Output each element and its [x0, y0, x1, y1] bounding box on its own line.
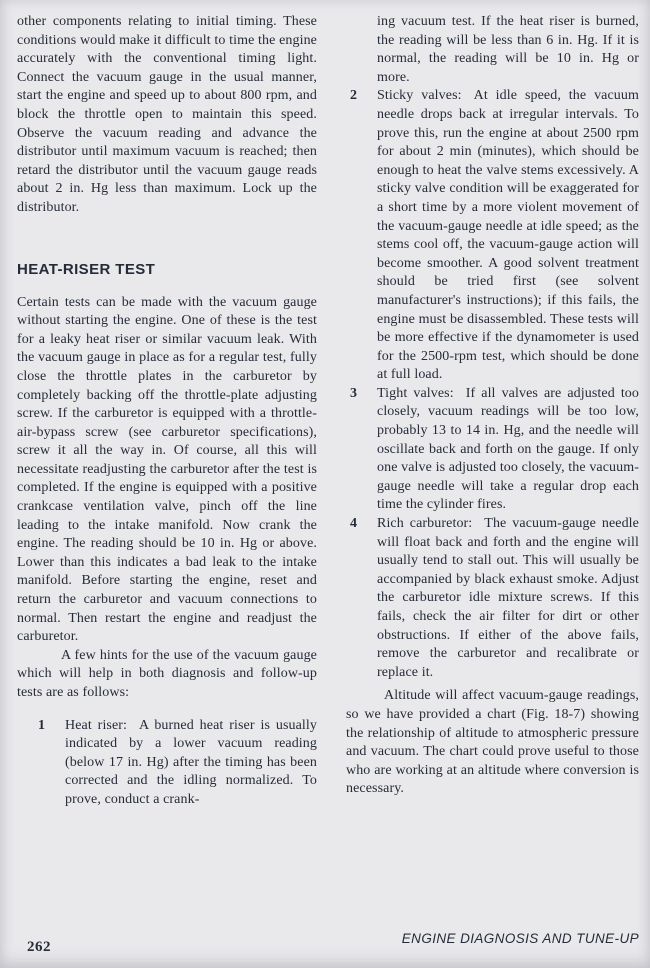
- item-body: [377, 87, 639, 385]
- para-altitude: Altitude will affect vacuum-gauge readings, so we have provided a chart (Fig. 18-7) showing the relationship of altitude to atmospheric pressure and vacuum. The chart could prove useful to those who are working at an altitude where conversion is necessary.: [346, 688, 639, 797]
- item-text: If all valves are adjusted too closely, vacuum readings will be too low, probably 13 to 14 in. Hg, and the needle will oscillate back and forth on the gauge. If only one valve is adjusted too closely, the vacuum-gauge needle will take a regular drop each time the cylinder fires.: [377, 385, 640, 513]
- list-item-4: [346, 515, 639, 682]
- item-text: At idle speed, the vacuum needle drops back at irregular intervals. To prove this, run the engine at about 2500 rpm for about 2 min (minutes), which should be enough to heat the valve stems excessively. A sticky valve condition will be exaggerated for a short time by a more violent movement of the vacuum-gauge needle at idle speed; as the stems cool off, the vacuum-gauge action will become smoother. A good solvent treatment should be tried first (see solvent manufacturer's instructions); if this fails, the engine must be disassembled. These tests will be more effective if the dynamometer is used for the 2500-rpm test, which should be done at full load.: [377, 88, 639, 383]
- footer-page-number: 262: [27, 939, 51, 955]
- para-heat-riser-test: Certain tests can be made with the vacuum gauge without starting the engine. One of these is the test for a leaky heat riser or similar vacuum leak. With the vacuum gauge in place as for a regular test, fully close the throttle plates in the carburetor by completely backing off the throttle-plate adjusting screw. If the carburetor is equipped with a throttle-air-bypass screw (see carburetor specifications), screw it all the way in. Of course, all this will necessitate readjusting the carburetor after the test is completed. If the engine is equipped with a positive crankcase ventilation valve, pinch off the line leading to the intake manifold. Now crank the engine. The reading should be 10 in. Hg or above. Lower than this indicates a bad leak to the intake manifold. Before starting the engine, reset and return the carburetor and vacuum connections to normal. Then restart the engine and readjust the carburetor.: [17, 294, 317, 645]
- item-body: [65, 717, 317, 810]
- item-text: The vacuum-gauge needle will float back and forth and the engine will usually tend to stall out. This will usually be accompanied by black exhaust smoke. Adjust the carburetor idle mixture screws. If this fails, check the air filter for dirt or other obstructions. If either of the above fails, remove the carburetor and recalibrate or replace it.: [377, 516, 639, 680]
- section-heading-heat-riser-test: HEAT-RISER TEST: [17, 260, 156, 278]
- item-number: 2: [350, 88, 358, 104]
- item-label: Rich carburetor:: [377, 516, 473, 532]
- para-vacuum-gauge-hints: A few hints for the use of the vacuum gauge which will help in both diagnosis and follow-up tests are as follows:: [17, 647, 317, 700]
- left-column: [17, 13, 317, 810]
- item-body: [377, 385, 639, 515]
- item-number: 4: [350, 516, 358, 532]
- item-label: Sticky valves:: [377, 88, 462, 104]
- item-number: 3: [350, 385, 358, 401]
- list-item-1: [17, 717, 317, 810]
- item-text: A burned heat riser is usually indicated by a lower vacuum reading (below 17 in. Hg) after the timing has been corrected and the idling normalized. To prove, conduct a crank-: [65, 717, 317, 807]
- list-item-2: [346, 87, 639, 385]
- item-body: [377, 515, 639, 682]
- list-item-3: [346, 385, 639, 515]
- text-columns: [17, 13, 639, 810]
- item-number: 1: [38, 717, 46, 733]
- footer-running-title: ENGINE DIAGNOSIS AND TUNE-UP: [401, 931, 639, 946]
- item-label: Heat riser:: [65, 717, 128, 733]
- para-initial-timing: other components relating to initial timing. These conditions would make it difficult to time the engine accurately with the conventional timing light. Connect the vacuum gauge in the usual manner, start the engine and speed up to about 800 rpm, and block the throttle open to maintain this speed. Observe the vacuum reading and advance the distributor until maximum vacuum is reached; then retard the distributor until the vacuum gauge reads about 2 in. Hg less than maximum. Lock up the distributor.: [17, 14, 317, 215]
- right-column: [346, 13, 639, 810]
- para-item1-continuation: ing vacuum test. If the heat riser is burned, the reading will be less than 6 in. Hg. If it is normal, the reading will be 10 in. Hg or more.: [377, 14, 639, 85]
- item-label: Tight valves:: [377, 385, 454, 401]
